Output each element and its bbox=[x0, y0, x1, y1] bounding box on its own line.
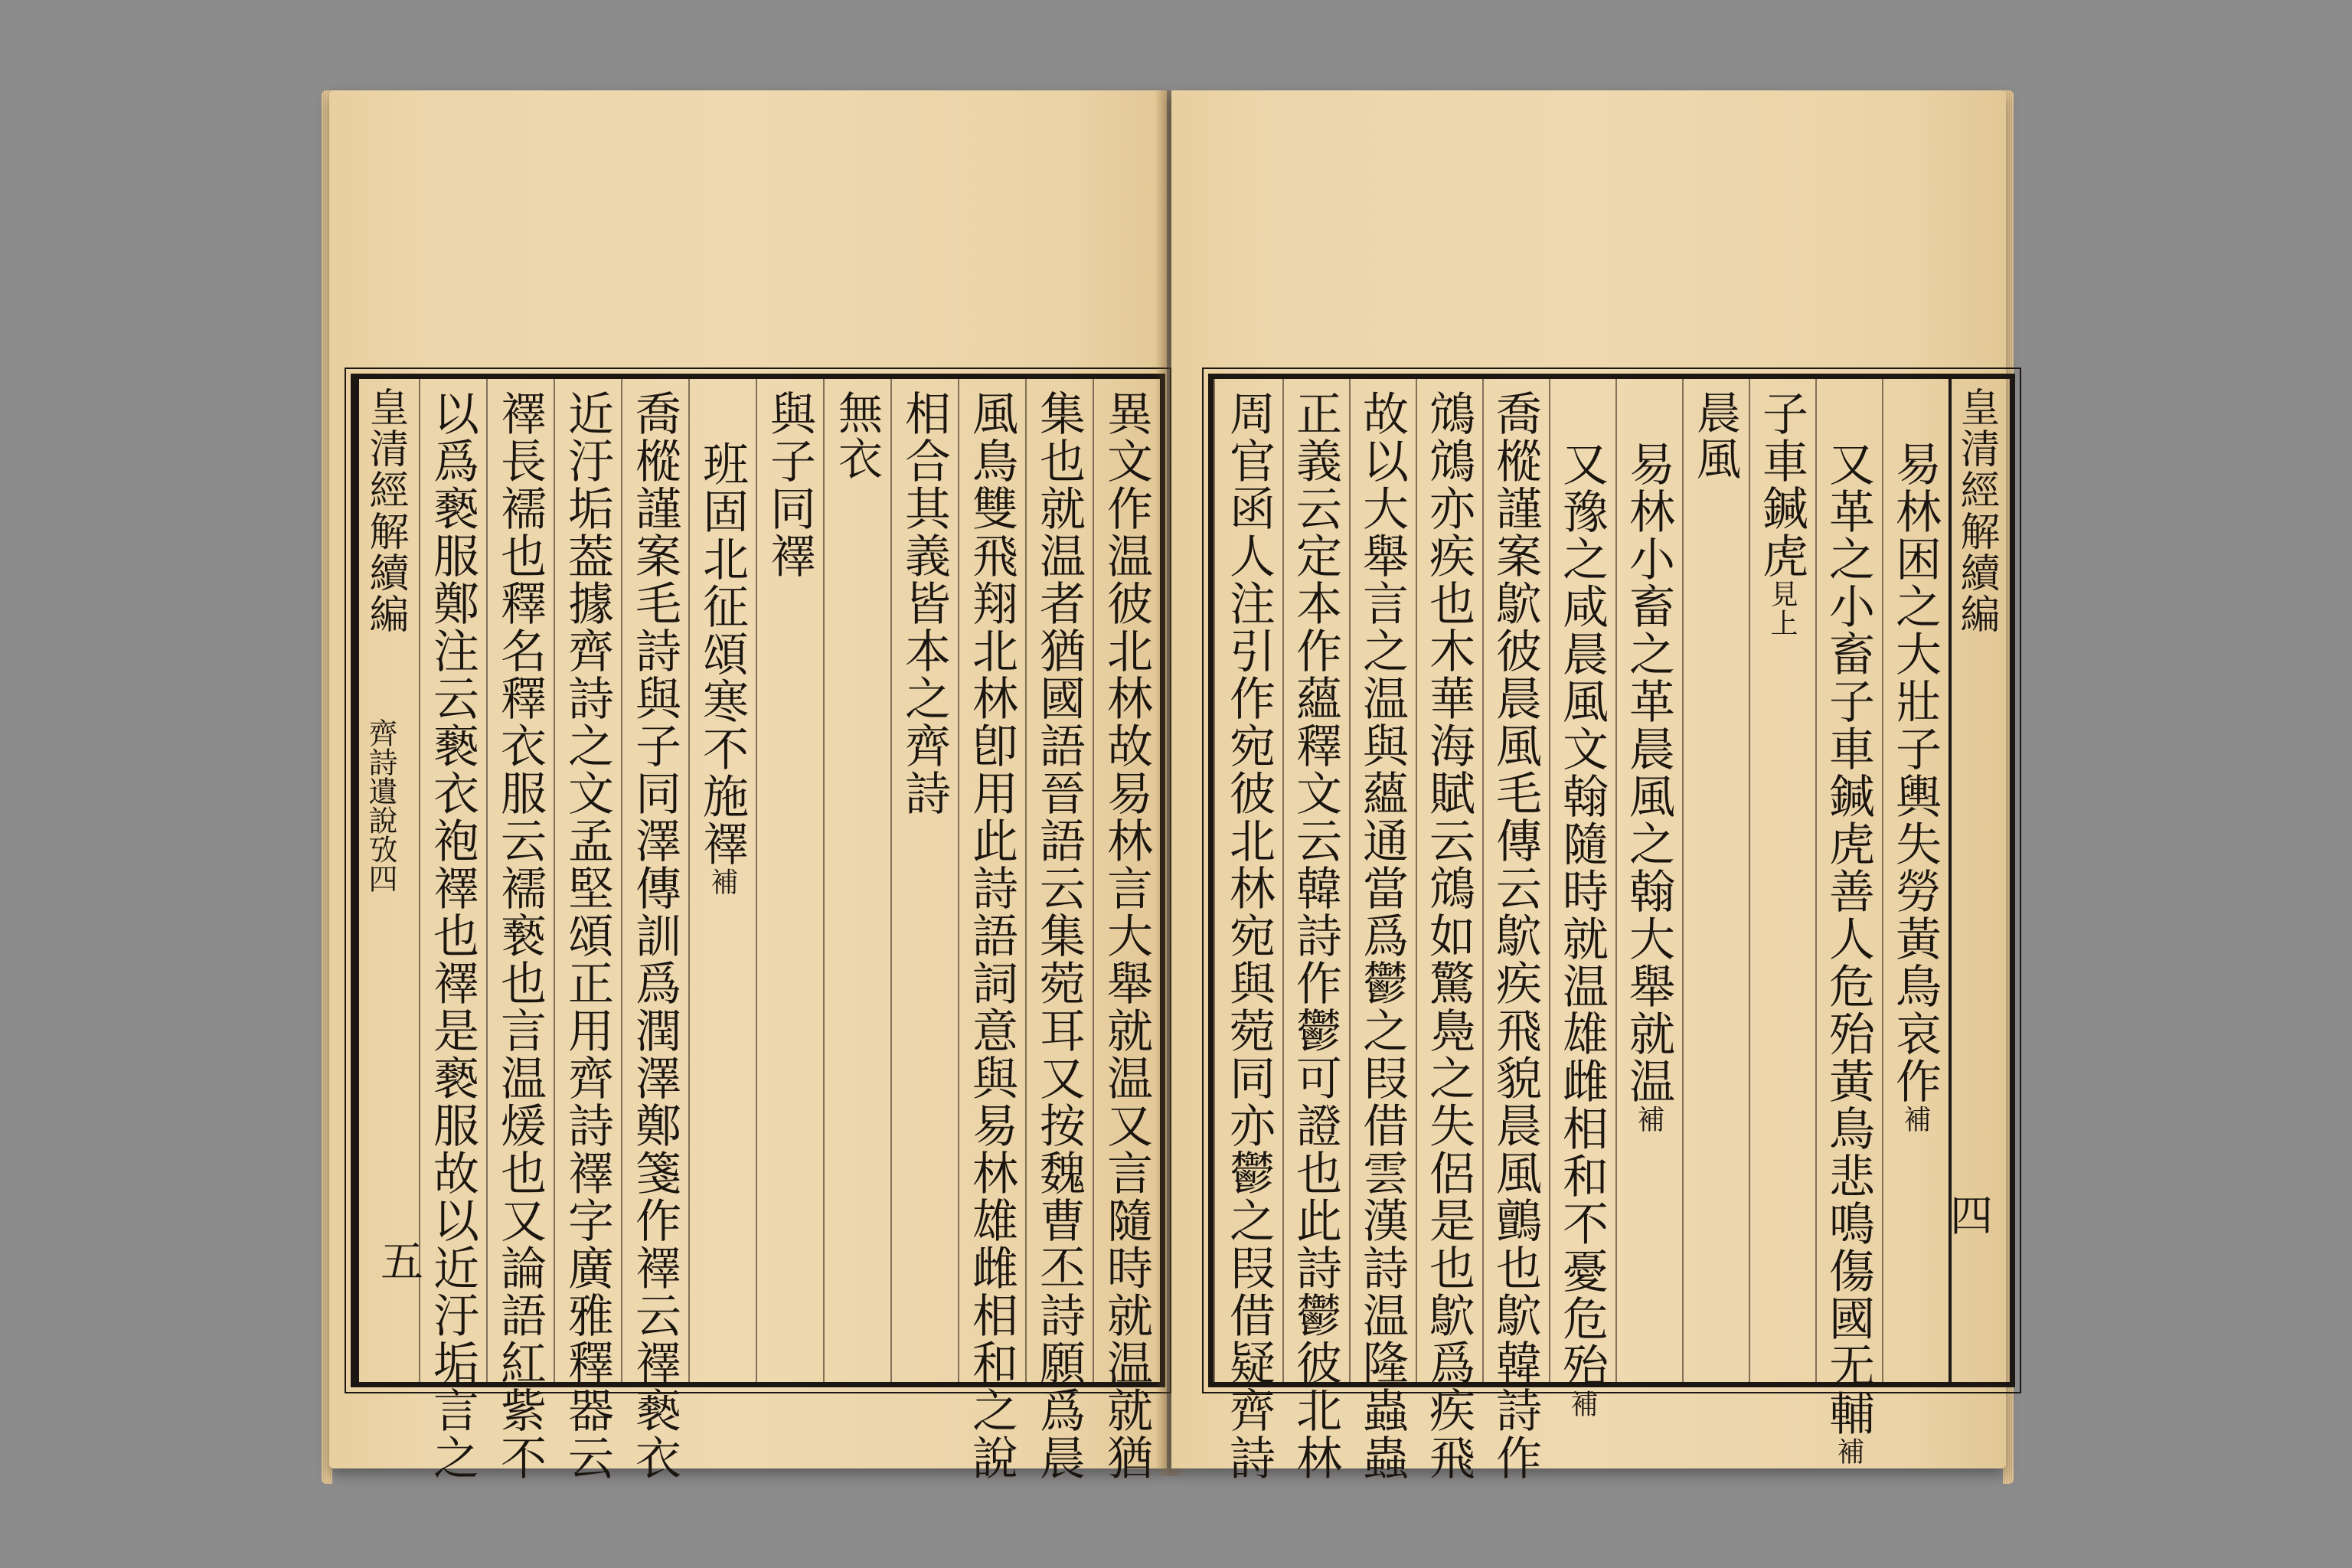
open-book bbox=[329, 90, 2006, 1484]
right-col-11: 周官函人注引作宛彼北林宛與菀同亦鬱之叚借疑齊詩 bbox=[1214, 379, 1282, 1382]
left-page-number: 五 bbox=[374, 1239, 423, 1282]
right-margin-title: 皇清經解續編 bbox=[1953, 387, 1999, 635]
right-col-7: 喬樅謹案鴥彼晨風毛傳云鴥疾飛貌晨風鸇也鴥韓詩作 bbox=[1482, 379, 1549, 1382]
left-col-8: 喬樅謹案毛詩與子同澤傳訓爲潤澤鄭箋作襗云襗褻衣 bbox=[621, 379, 688, 1382]
left-section-folio: 齊詩遺說攷四 bbox=[364, 718, 397, 893]
left-col-9: 近汙垢葢據齊詩之文孟堅頌正用齊詩襗字廣雅釋器云 bbox=[554, 379, 621, 1382]
right-col-9: 故以大舉言之温與蘊通當爲鬱之叚借雲漢詩温隆蟲蟲 bbox=[1349, 379, 1416, 1382]
left-col-6: 與子同襗 bbox=[756, 379, 823, 1382]
right-page bbox=[1171, 90, 2006, 1481]
left-text-frame bbox=[351, 374, 1165, 1481]
right-col-10: 正義云定本作蘊釋文云韓詩作鬱可證也此詩鬱彼北林 bbox=[1282, 379, 1349, 1382]
right-col-1: 易林困之大壯子輿失勞黃鳥哀作補 bbox=[1882, 379, 1949, 1382]
right-col-1-note: 補 bbox=[1900, 1105, 1931, 1134]
right-col-5: 易林小畜之革晨風之翰大舉就温補 bbox=[1615, 379, 1682, 1382]
right-col-3-note: 見上 bbox=[1766, 580, 1798, 638]
left-col-2: 集也就温者猶國語晉語云集菀耳又按魏曹丕詩願爲晨 bbox=[1025, 379, 1093, 1382]
left-col-5-heading: 無衣 bbox=[823, 379, 890, 1382]
right-col-4-heading: 晨風 bbox=[1682, 379, 1749, 1382]
right-col-6: 又豫之咸晨風文翰隨時就温雄雌相和不憂危殆補 bbox=[1549, 379, 1615, 1382]
left-col-11: 以爲褻服鄭注云褻衣袍襗也襗是褻服故以近汙垢言之 bbox=[419, 379, 486, 1382]
left-col-3: 風鳥雙飛翔北林卽用此詩語詞意與易林雄雌相和之說 bbox=[958, 379, 1025, 1382]
left-col-7-note: 補 bbox=[707, 867, 738, 897]
right-text-frame bbox=[1208, 374, 2015, 1481]
right-col-5-note: 補 bbox=[1633, 1105, 1664, 1134]
right-col-2-note: 補 bbox=[1833, 1437, 1864, 1466]
left-page bbox=[329, 90, 1167, 1481]
right-page-number: 四 bbox=[1943, 1193, 1993, 1236]
right-col-3: 子車鍼虎見上 bbox=[1749, 379, 1815, 1382]
left-col-4: 相合其義皆本之齊詩 bbox=[890, 379, 958, 1382]
right-col-8: 鴧鴧亦疾也木華海賦云鴧如驚鳧之失侶是也鴥爲疾飛 bbox=[1416, 379, 1482, 1382]
right-col-6-note: 補 bbox=[1566, 1390, 1598, 1419]
left-col-7: 班固北征頌寒不施襗補 bbox=[688, 379, 756, 1382]
right-col-2: 又革之小畜子車鍼虎善人危殆黃鳥悲鳴傷國无輔補 bbox=[1815, 379, 1882, 1382]
left-col-1: 異文作温彼北林故易林言大舉就温又言隨時就温就猶 bbox=[1093, 379, 1160, 1382]
left-margin-title: 皇清經解續編 bbox=[362, 387, 408, 635]
left-col-10: 襗長襦也釋名釋衣服云襦䙝也言温煖也又論語紅紫不 bbox=[486, 379, 554, 1382]
